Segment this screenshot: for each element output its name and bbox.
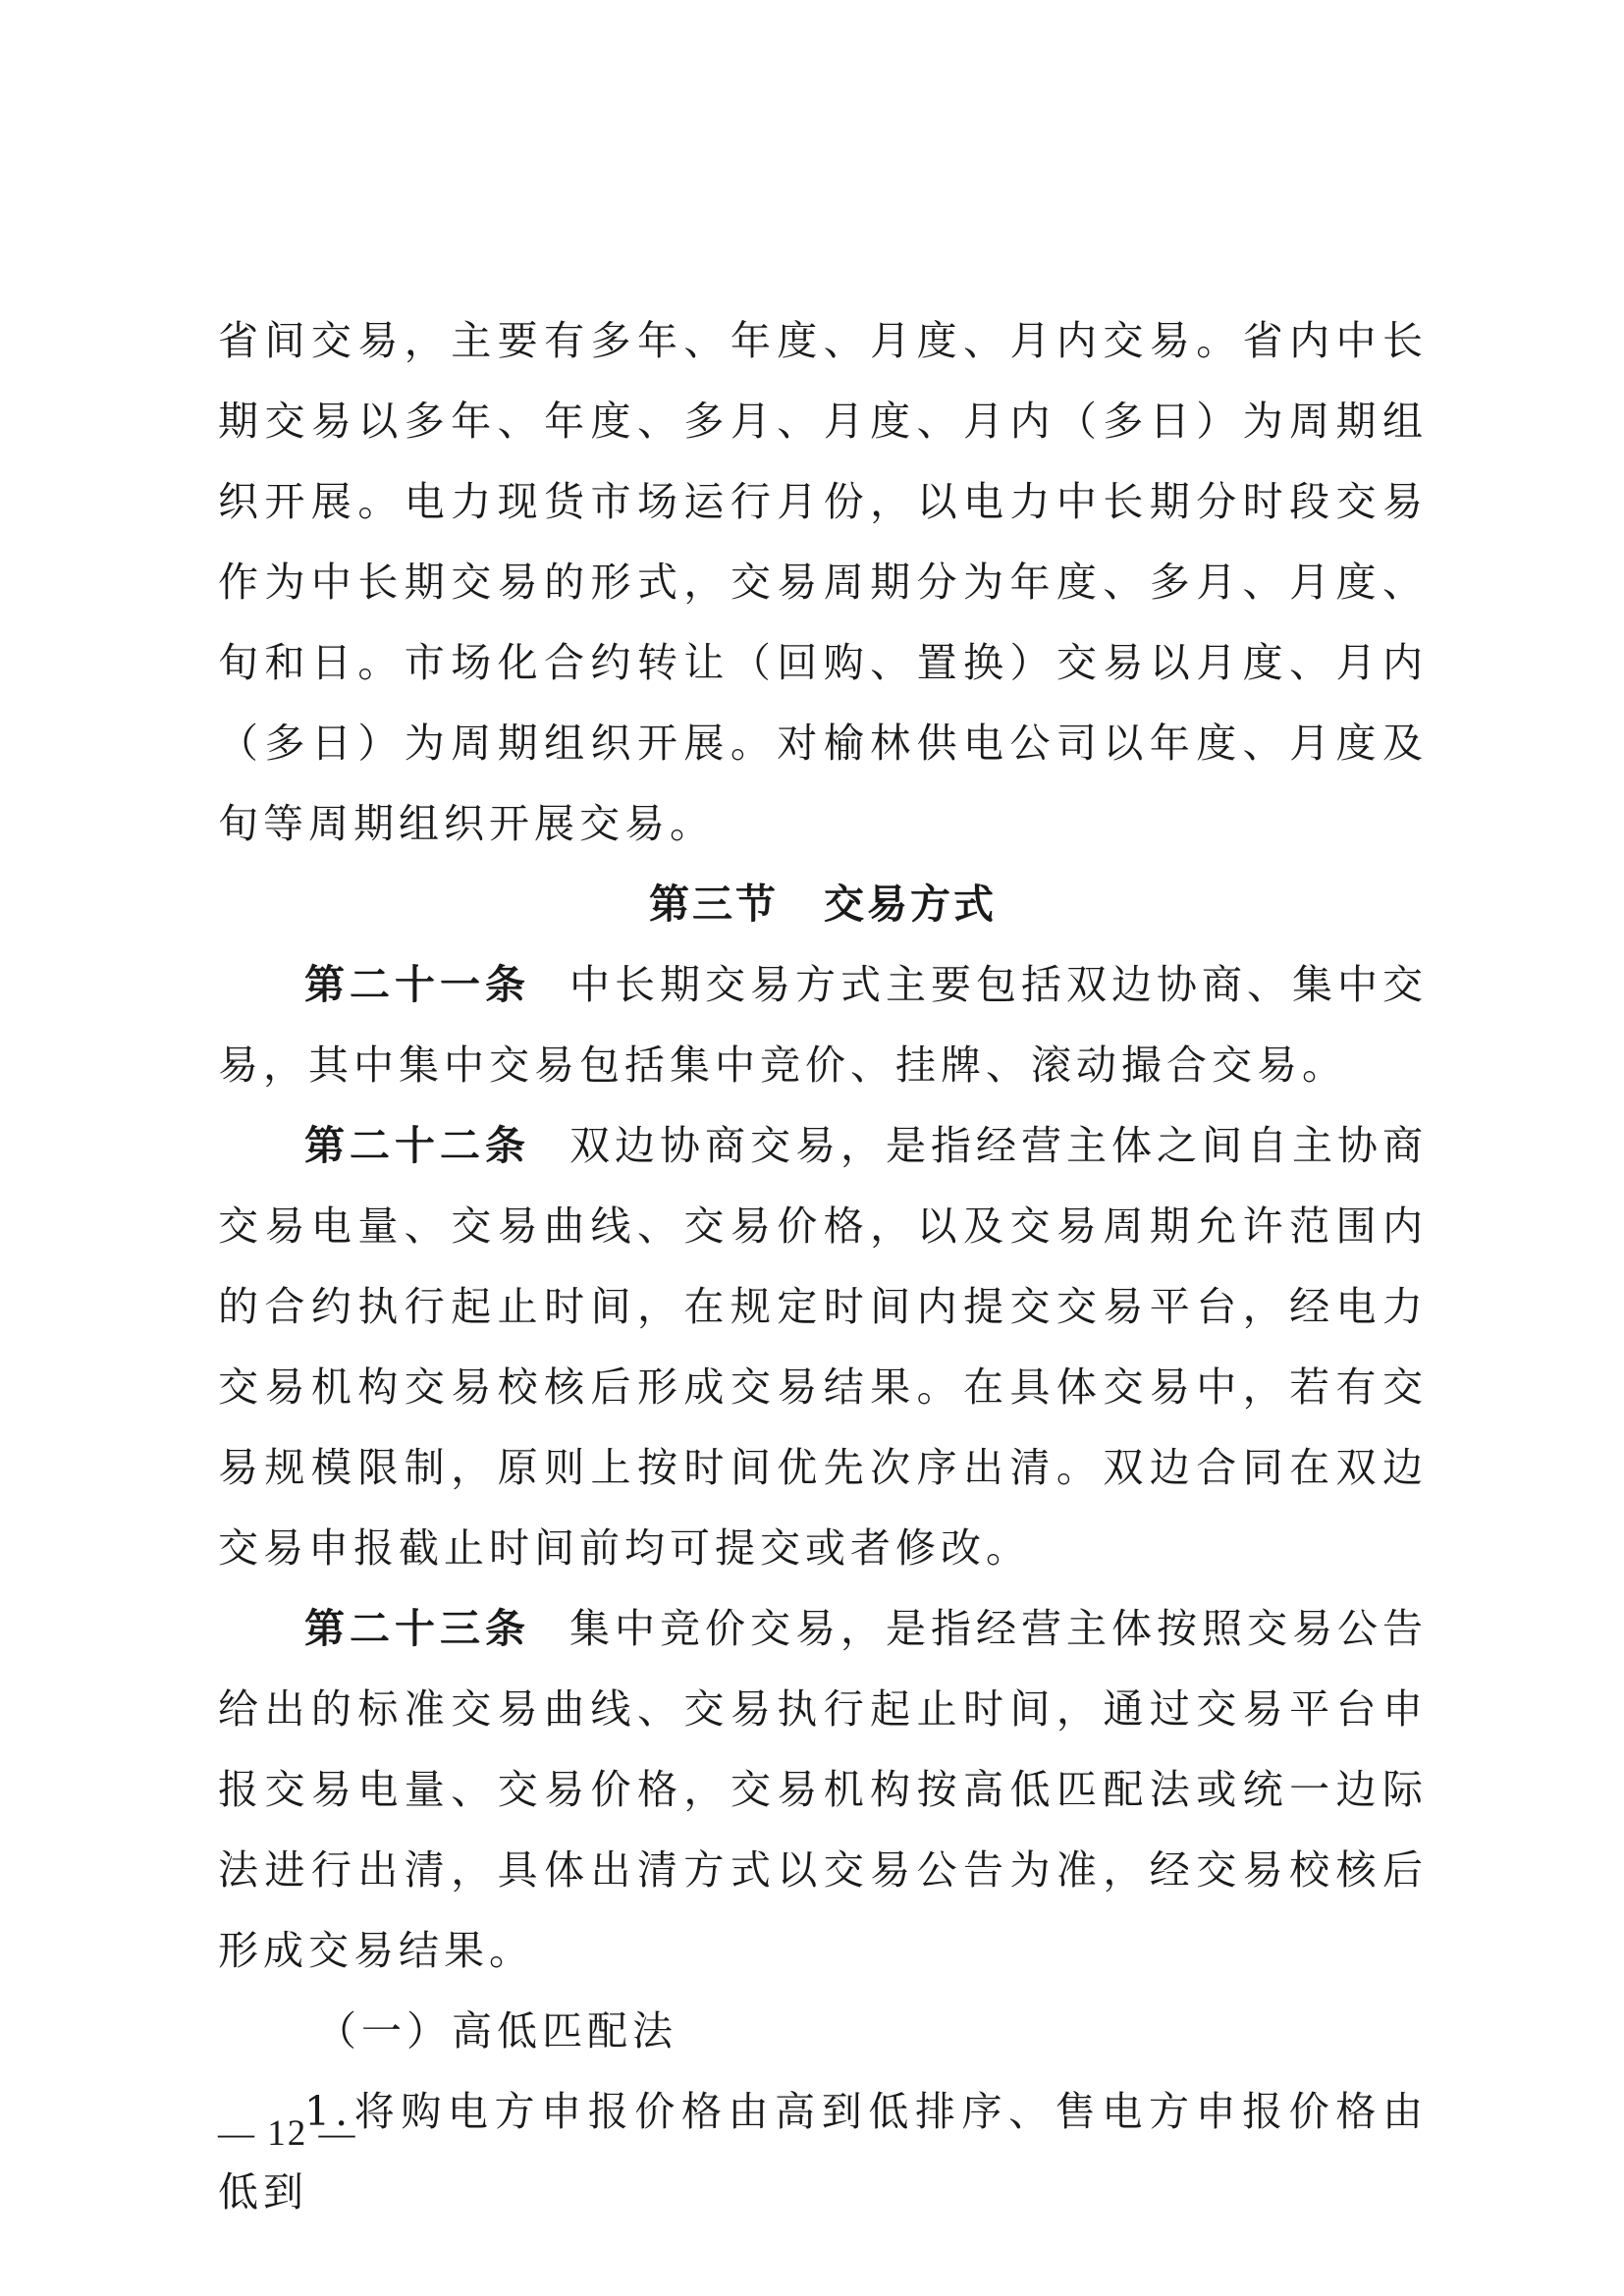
- section-title: 交易方式: [824, 881, 997, 928]
- article-23: [218, 1588, 1428, 1991]
- article-21-label: 第二十一条: [304, 961, 530, 1008]
- subheading-high-low-matching: （一）高低匹配法: [316, 2007, 677, 2055]
- list-item-1: 1.将购电方申报价格由高到低排序、售电方申报价格由低到: [218, 2088, 1428, 2216]
- section-heading: [218, 864, 1428, 944]
- article-22-text: 双边协商交易，是指经营主体之间自主协商交易电量、交易曲线、交易价格，以及交易周期允许范围内的合约执行起止时间，在规定时间内提交交易平台，经电力交易机构交易校核后形成交易结果。在具体交易中，若有交易规模限制，原则上按时间优先次序出清。双边合同在双边交易申报截止时间前均可提交或者修改。: [218, 1122, 1428, 1572]
- article-23-label: 第二十三条: [304, 1605, 530, 1652]
- section-number: 第三节: [649, 881, 779, 928]
- paragraph-trading-periods: 省间交易，主要有多年、年度、月度、月内交易。省内中长期交易以多年、年度、多月、月度、月内（多日）为周期组织开展。电力现货市场运行月份，以电力中长期分时段交易作为中长期交易的形式，交易周期分为年度、多月、月度、旬和日。市场化合约转让（回购、置换）交易以月度、月内（多日）为周期组织开展。对榆林供电公司以年度、月度及旬等周期组织开展交易。: [218, 317, 1428, 847]
- article-23-text: 集中竞价交易，是指经营主体按照交易公告给出的标准交易曲线、交易执行起止时间，通过交易平台申报交易电量、交易价格，交易机构按高低匹配法或统一边际法进行出清，具体出清方式以交易公告为准，经交易校核后形成交易结果。: [218, 1605, 1428, 1974]
- article-22-label: 第二十二条: [304, 1122, 530, 1169]
- document-body: [218, 300, 1428, 2232]
- article-21: [218, 944, 1428, 1105]
- page-number: — 12 —: [218, 2113, 357, 2154]
- article-22: [218, 1105, 1428, 1588]
- article-21-text: 中长期交易方式主要包括双边协商、集中交易，其中集中交易包括集中竞价、挂牌、滚动撮合交易。: [218, 961, 1428, 1089]
